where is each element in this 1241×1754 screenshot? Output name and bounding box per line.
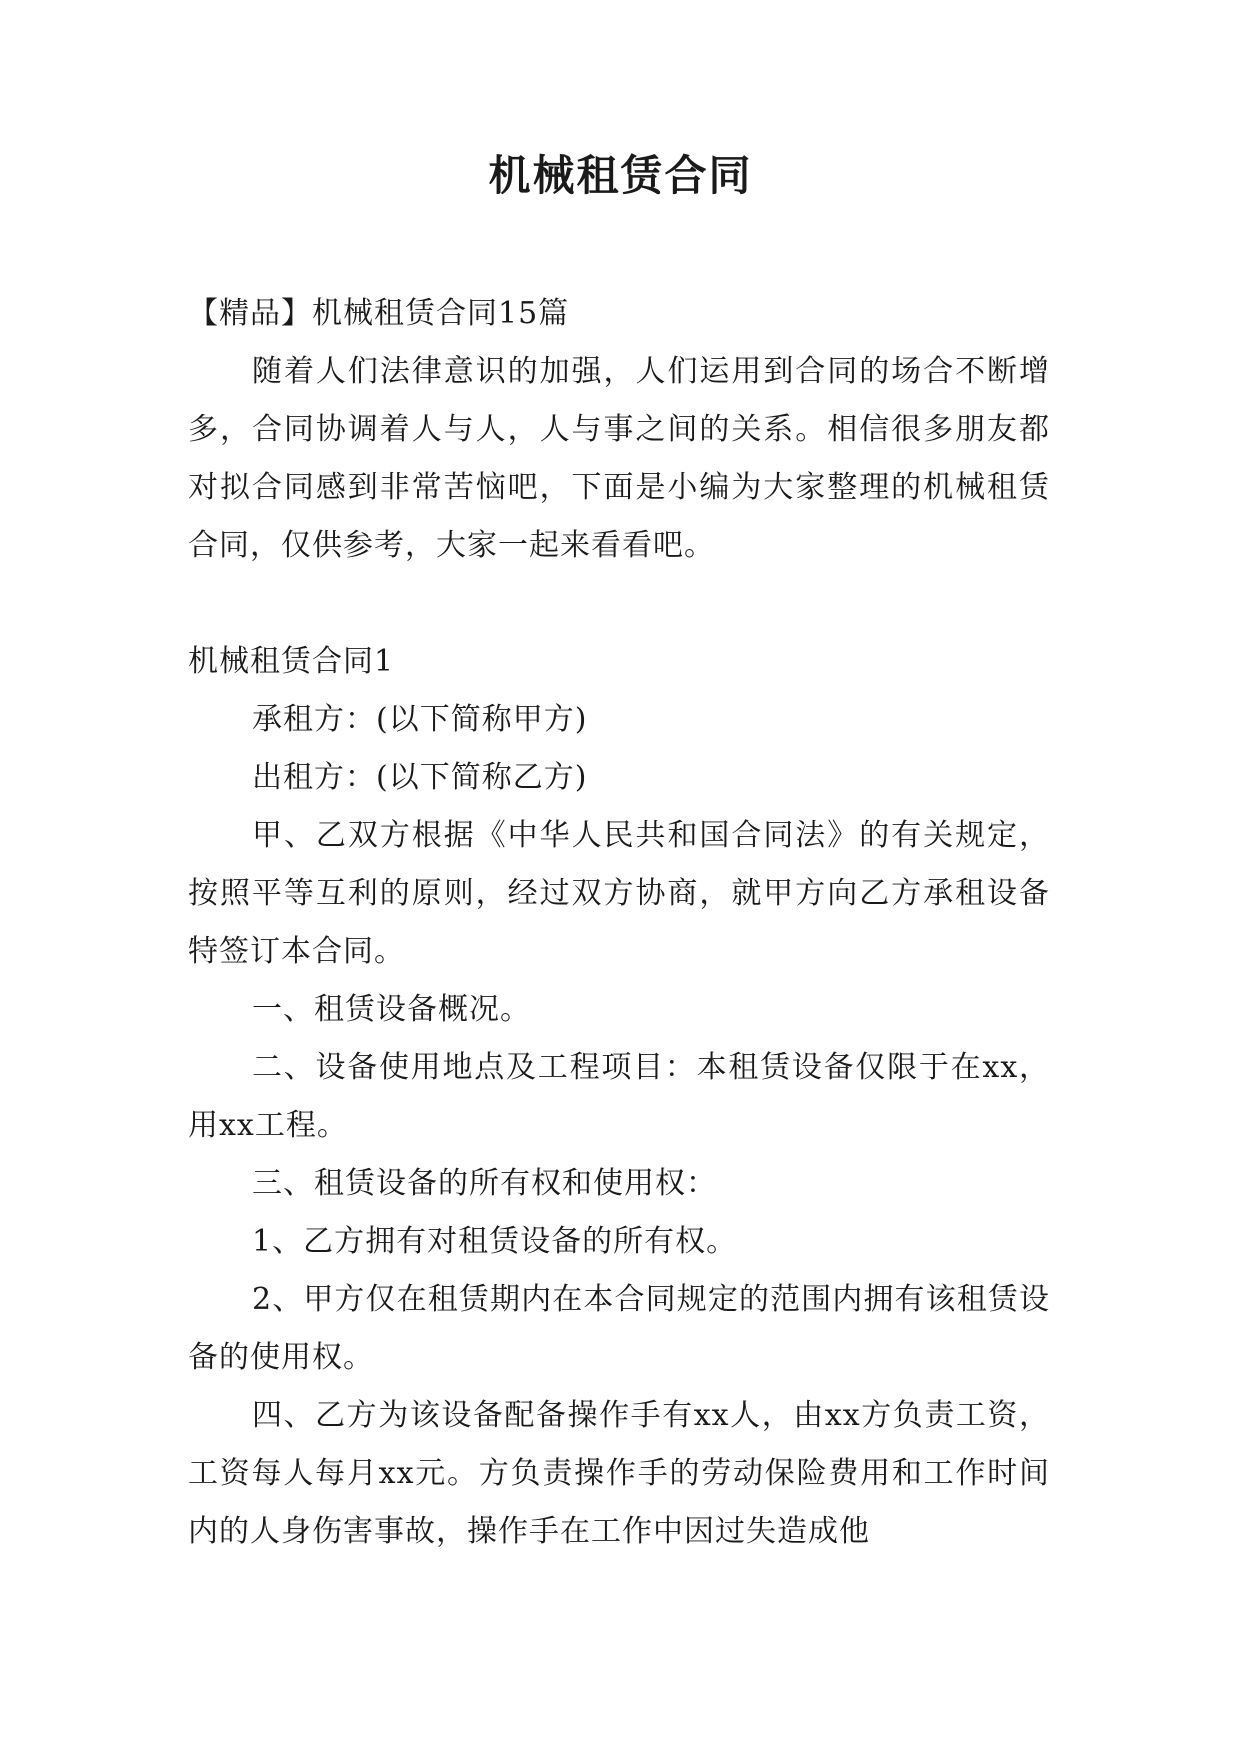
clause-3-item-2: 2、甲方仅在租赁期内在本合同规定的范围内拥有该租赁设备的使用权。	[188, 1282, 1050, 1375]
document-title: 机械租赁合同	[488, 151, 753, 200]
document-body	[188, 285, 1050, 1561]
clause-2: 二、设备使用地点及工程项目：本租赁设备仅限于在xx，用xx工程。	[188, 1050, 1050, 1143]
intro-paragraph: 随着人们法律意识的加强，人们运用到合同的场合不断增多，合同协调着人与人，人与事之间的关系。相信很多朋友都对拟合同感到非常苦恼吧，下面是小编为大家整理的机械租赁合同，仅供参考，大家一起来看看吧。	[188, 354, 1050, 563]
clause-3: 三、租赁设备的所有权和使用权：	[252, 1166, 717, 1201]
preamble-paragraph: 甲、乙双方根据《中华人民共和国合同法》的有关规定，按照平等互利的原则，经过双方协商，就甲方向乙方承租设备特签订本合同。	[188, 818, 1050, 969]
clause-1: 一、租赁设备概况。	[252, 992, 531, 1027]
lessor-line: 出租方：(以下简称乙方)	[252, 760, 588, 795]
clause-4: 四、乙方为该设备配备操作手有xx人，由xx方负责工资，工资每人每月xx元。方负责操作手的劳动保险费用和工作时间内的人身伤害事故，操作手在工作中因过失造成他	[188, 1398, 1050, 1549]
section-heading: 机械租赁合同1	[188, 644, 395, 679]
subtitle-line: 【精品】机械租赁合同15篇	[188, 296, 570, 331]
lessee-line: 承租方：(以下简称甲方)	[252, 702, 588, 737]
clause-3-item-1: 1、乙方拥有对租赁设备的所有权。	[252, 1224, 738, 1259]
paragraph-spacer	[188, 575, 1050, 633]
